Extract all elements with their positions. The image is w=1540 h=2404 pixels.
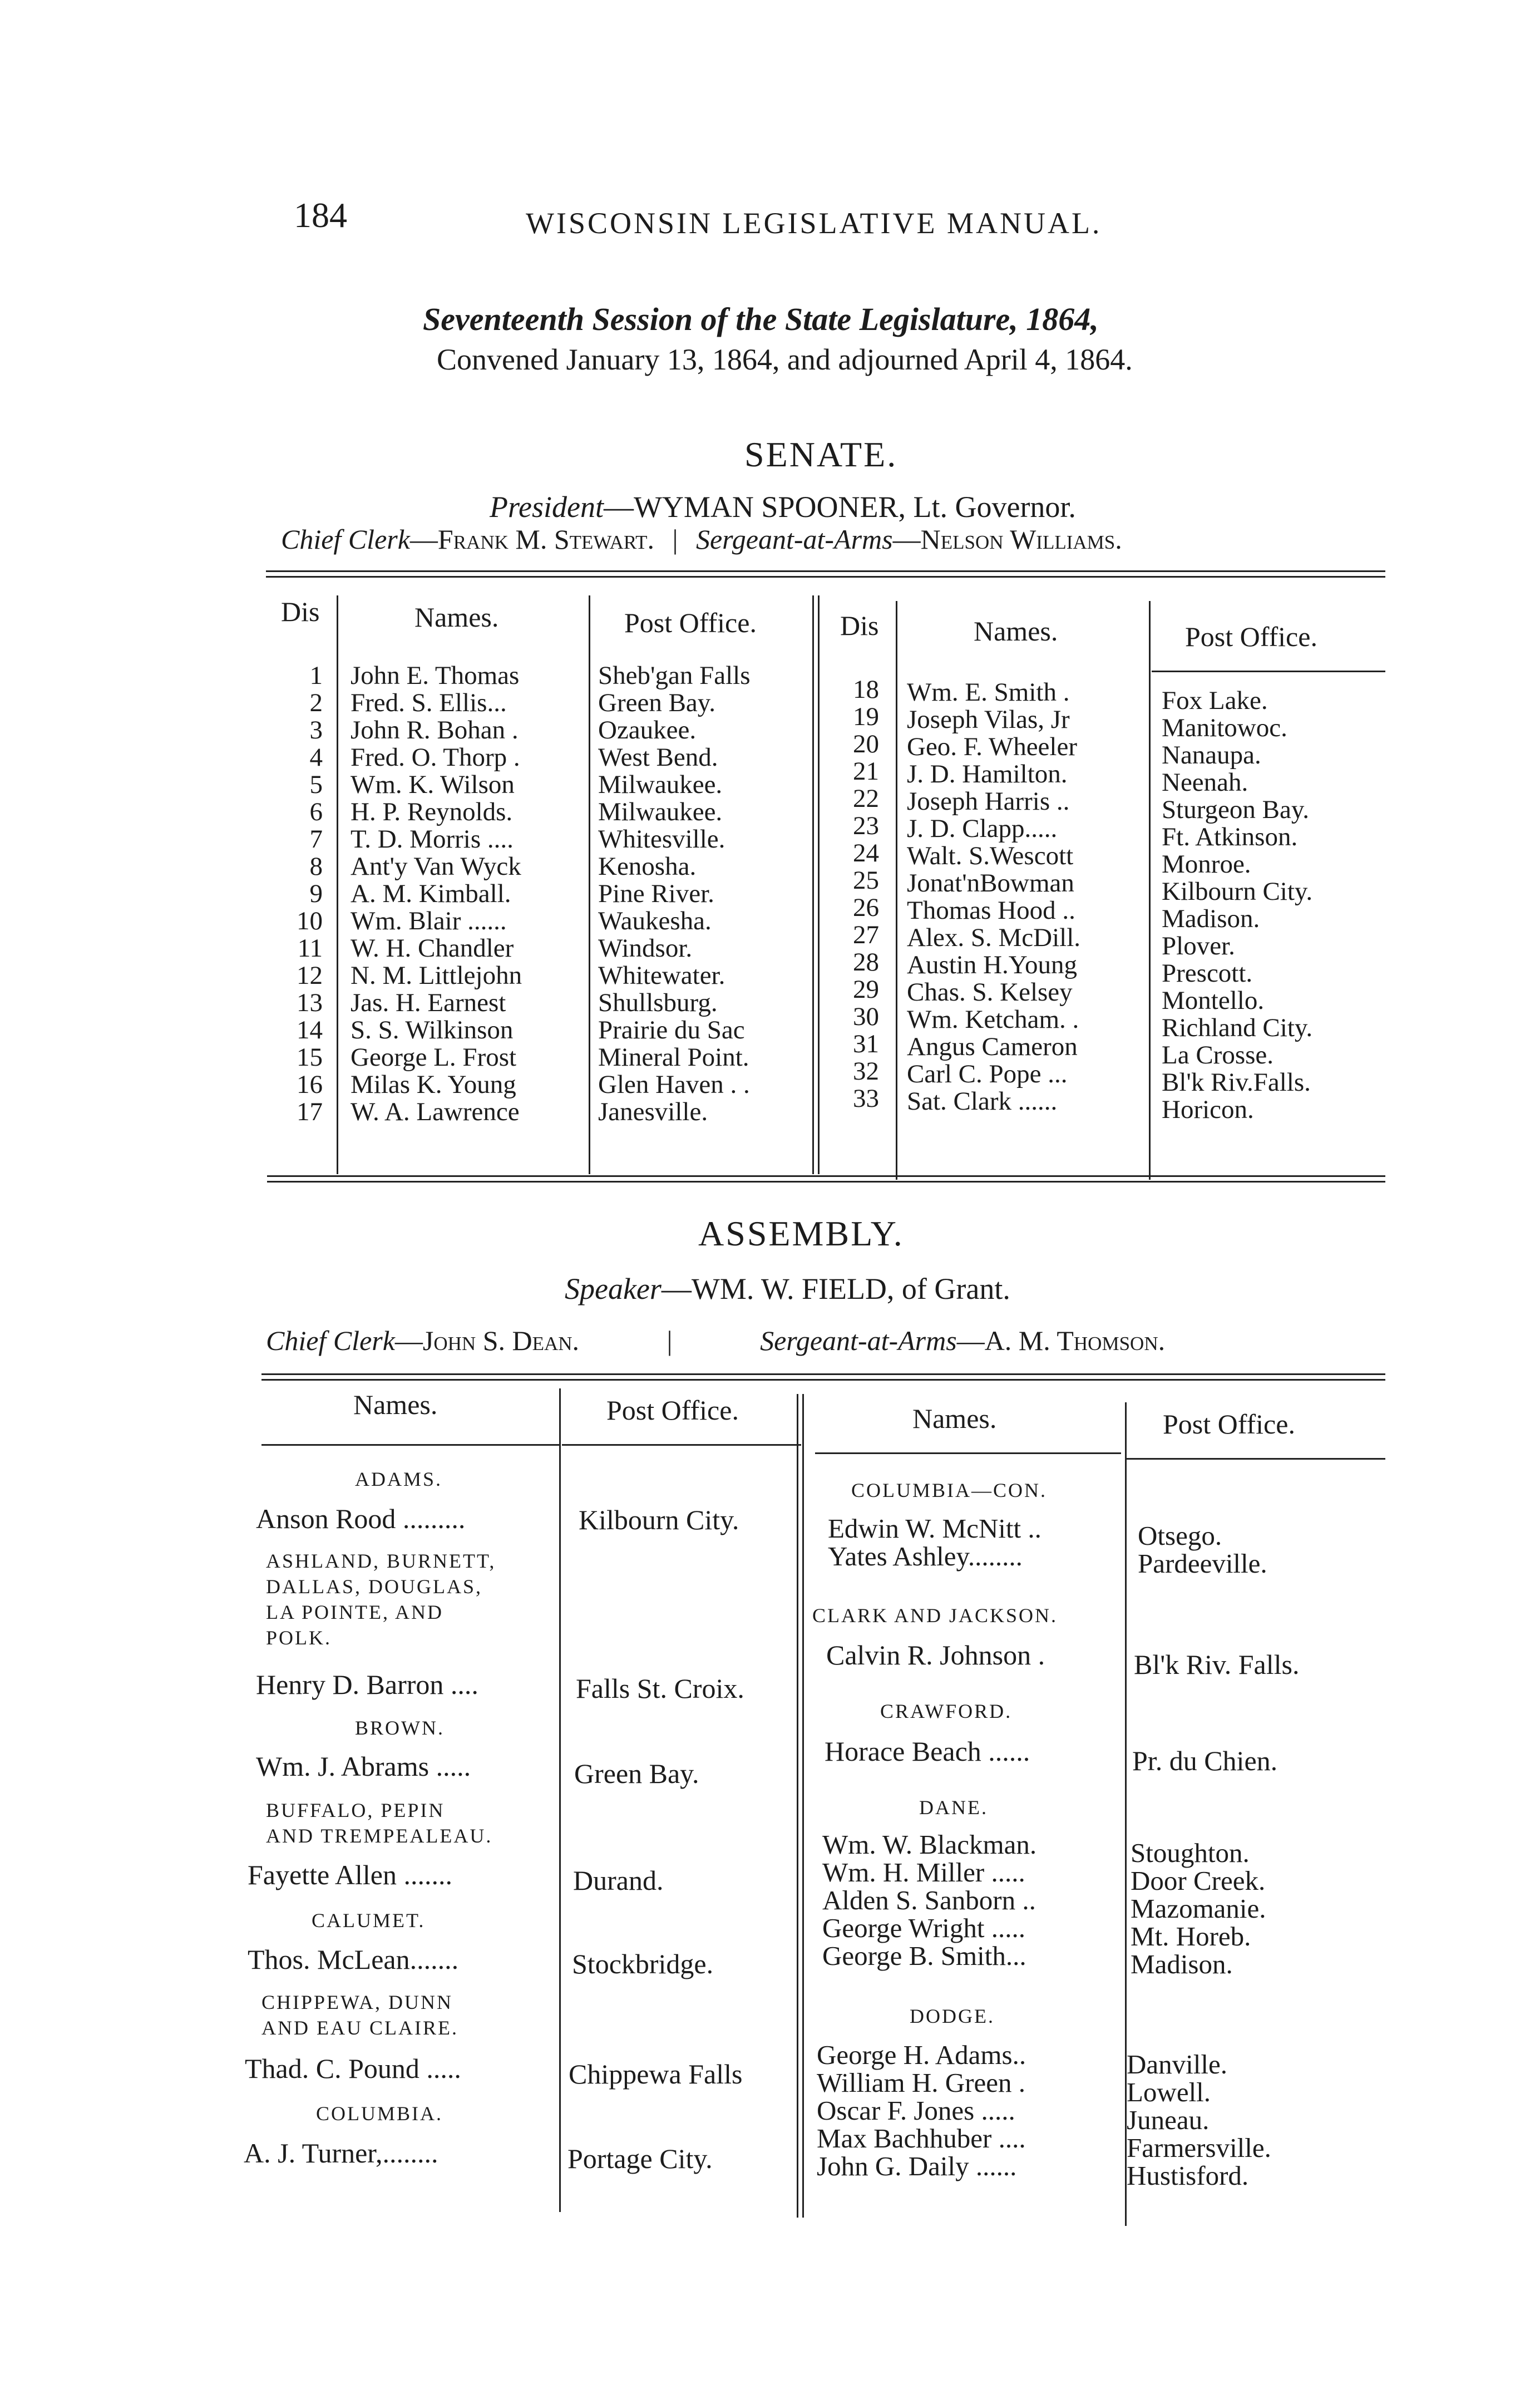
asm-col-post-left: Post Office. [606,1395,739,1426]
assembly-speaker [565,1272,1010,1306]
member-post-office: Green Bay. [574,1758,699,1789]
assembly-top-rule [261,1373,1385,1375]
member-post-office: Stockbridge. [572,1948,714,1979]
speaker-label: Speaker [565,1272,662,1306]
county-adams: ADAMS. [355,1468,443,1490]
senate-sergeant-label: Sergeant-at-Arms [695,524,893,555]
page-number: 184 [294,195,347,235]
member-post-office: Durand. [573,1865,664,1896]
county-ashland: ASHLAND, BURNETT, DALLAS, DOUGLAS, LA POINTE, AND POLK. [266,1550,496,1649]
assembly-chief-clerk-value: —John S. Dean. [394,1325,580,1356]
asm-col-post-right: Post Office. [1163,1408,1295,1440]
member-post-office: Portage City. [567,2143,713,2174]
dodge-names: George H. Adams.. William H. Green . Oscar F. Jones ..... Max Bachhuber .... John G. Daily ...... [817,2040,1026,2181]
member-post-office: Pr. du Chien. [1132,1745,1278,1776]
member-post-office: Kilbourn City. [579,1504,739,1535]
senate-right-names: Wm. E. Smith . Joseph Vilas, Jr Geo. F. Wheeler J. D. Hamilton. Joseph Harris .. J. D. Clapp..... Walt. S.Wescott Jonat'nBowman Thomas Hood .. Alex. S. McDill. Austin H.Young Chas. S. Kelsey Wm. Ketcham. . Angus Cameron Carl C. Pope ... Sat. Clark ...... [907,678,1081,1116]
member-name: Thad. C. Pound ..... [245,2053,461,2084]
senate-top-rule [266,570,1385,572]
president-value: —WYMAN SPOONER, Lt. Governor. [603,490,1076,524]
county-dane: DANE. [919,1796,988,1819]
session-title: Seventeenth Session of the State Legislature, 1864, [423,301,1099,337]
county-chippewa: CHIPPEWA, DUNN AND EAU CLAIRE. [261,1991,458,2039]
assembly-sergeant-label: Sergeant-at-Arms [760,1325,957,1356]
dane-posts: Stoughton. Door Creek. Mazomanie. Mt. Horeb. Madison. [1131,1838,1266,1979]
senate-bottom-rule [267,1175,1385,1177]
member-name: Henry D. Barron .... [256,1669,478,1700]
president-label: President [490,490,604,524]
asm-col-names-left: Names. [353,1389,438,1420]
assembly-officers: Chief Clerk—John S. Dean. | Sergeant-at-Arms—A. M. Thomson. [266,1325,1166,1356]
assembly-chief-clerk-label: Chief Clerk [266,1325,395,1356]
col-dis-left: Dis [281,596,320,627]
member-name: A. J. Turner,........ [244,2137,438,2169]
member-name: Fayette Allen ....... [248,1859,452,1890]
senate-officers: Chief Clerk—Frank M. Stewart. | Sergeant-at-Arms—Nelson Williams. [281,524,1122,555]
senate-right-posts: Fox Lake. Manitowoc. Nanaupa. Neenah. Sturgeon Bay. Ft. Atkinson. Monroe. Kilbourn City. Madison. Plover. Prescott. Montello. Richland City. La Crosse. Bl'k Riv.Falls. Horicon. [1162,686,1313,1124]
member-post-office: Bl'k Riv. Falls. [1134,1649,1300,1680]
col-dis-right: Dis [840,610,879,641]
dodge-posts: Danville. Lowell. Juneau. Farmersville. Hustisford. [1127,2049,1271,2191]
senate-bottom-rule-2 [267,1181,1385,1183]
member-name: Anson Rood ......... [256,1503,466,1534]
senate-right-districts: 18 19 20 21 22 23 24 25 26 27 28 29 30 31 32 33 [853,675,879,1113]
senate-heading: SENATE. [744,435,898,474]
county-brown: BROWN. [355,1717,445,1739]
assembly-sergeant-value: —A. M. Thomson. [956,1325,1166,1356]
assembly-heading: ASSEMBLY. [698,1214,904,1253]
county-crawford: CRAWFORD. [880,1700,1013,1722]
member-name: Calvin R. Johnson . [826,1639,1045,1671]
senate-left-names: John E. Thomas Fred. S. Ellis... John R. Bohan . Fred. O. Thorp . Wm. K. Wilson H. P. Reynolds. T. D. Morris .... Ant'y Van Wyck A. M. Kimball. Wm. Blair ...... W. H. Chandler N. M. Littlejohn Jas. H. Earnest S. S. Wilkinson George L. Frost Milas K. Young W. A. Lawrence [351,661,522,1126]
col-post-left: Post Office. [624,607,757,638]
member-name: Horace Beach ...... [825,1736,1030,1767]
member-post-office: Chippewa Falls [569,2058,743,2090]
senate-left-posts: Sheb'gan Falls Green Bay. Ozaukee. West Bend. Milwaukee. Milwaukee. Whitesville. Kenosha. Pine River. Waukesha. Windsor. Whitewater. Shullsburg. Prairie du Sac Mineral Point. Glen Haven . . Janesville. [598,661,751,1126]
member-name: Thos. McLean....... [248,1944,459,1975]
county-buffalo: BUFFALO, PEPIN AND TREMPEALEAU. [266,1799,493,1847]
senate-left-districts: 1 2 3 4 5 6 7 8 9 10 11 12 13 14 15 16 17 [297,661,323,1126]
county-columbia-continued: COLUMBIA—CON. [851,1479,1048,1501]
session-dates: Convened January 13, 1864, and adjourned April 4, 1864. [437,343,1133,376]
senate-president [490,490,1076,524]
col-names-left: Names. [414,602,499,633]
assembly-top-rule-2 [261,1379,1385,1381]
county-dodge: DODGE. [910,2005,995,2027]
county-columbia: COLUMBIA. [316,2102,443,2125]
columbia-con-posts: Otsego. Pardeeville. [1138,1520,1267,1579]
member-name: Wm. J. Abrams ..... [256,1751,471,1782]
col-post-right: Post Office. [1185,621,1317,652]
columbia-con-names: Edwin W. McNitt .. Yates Ashley........ [828,1513,1042,1572]
senate-top-rule-2 [266,576,1385,578]
county-calumet: CALUMET. [312,1909,426,1932]
speaker-value: —WM. W. FIELD, of Grant. [661,1272,1010,1306]
senate-chief-clerk-label: Chief Clerk [281,524,410,555]
senate-chief-clerk-value: —Frank M. Stewart. [409,524,654,555]
col-names-right: Names. [974,615,1058,647]
county-clark-jackson: CLARK AND JACKSON. [812,1604,1058,1627]
dane-names: Wm. W. Blackman. Wm. H. Miller ..... Alden S. Sanborn .. George Wright ..... George B. Smith... [822,1829,1037,1971]
senate-sergeant-value: —Nelson Williams. [892,524,1122,555]
member-post-office: Falls St. Croix. [576,1673,744,1704]
asm-col-names-right: Names. [912,1403,997,1434]
running-head: WISCONSIN LEGISLATIVE MANUAL. [526,206,1102,240]
